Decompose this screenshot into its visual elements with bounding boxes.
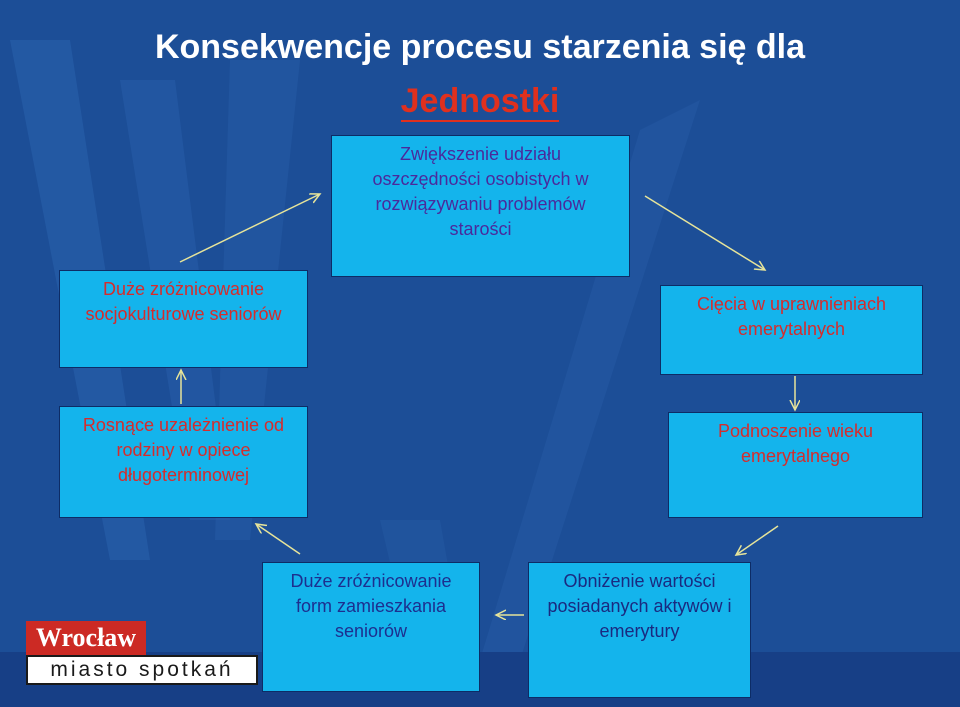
- box-retirement-age: Podnoszenie wieku emerytalnego: [668, 412, 923, 518]
- logo-tagline: miasto spotkań: [26, 655, 258, 685]
- slide-title: Konsekwencje procesu starzenia się dla: [154, 28, 806, 66]
- box-sociocultural-diversity: Duże zróżnicowanie socjokulturowe seniorów: [59, 270, 308, 368]
- box-savings: Zwiększenie udziału oszczędności osobistych w rozwiązywaniu problemów starości: [331, 135, 630, 277]
- box-pension-cuts: Cięcia w uprawnieniach emerytalnych: [660, 285, 923, 375]
- logo-wroclaw: Wrocław: [26, 621, 146, 655]
- slide-subtitle: Jednostki: [400, 82, 560, 120]
- box-housing-diversity: Duże zróżnicowanie form zamieszkania seniorów: [262, 562, 480, 692]
- box-family-dependence: Rosnące uzależnienie od rodziny w opiece długoterminowej: [59, 406, 308, 518]
- box-asset-value-decline: Obniżenie wartości posiadanych aktywów i emerytury: [528, 562, 751, 698]
